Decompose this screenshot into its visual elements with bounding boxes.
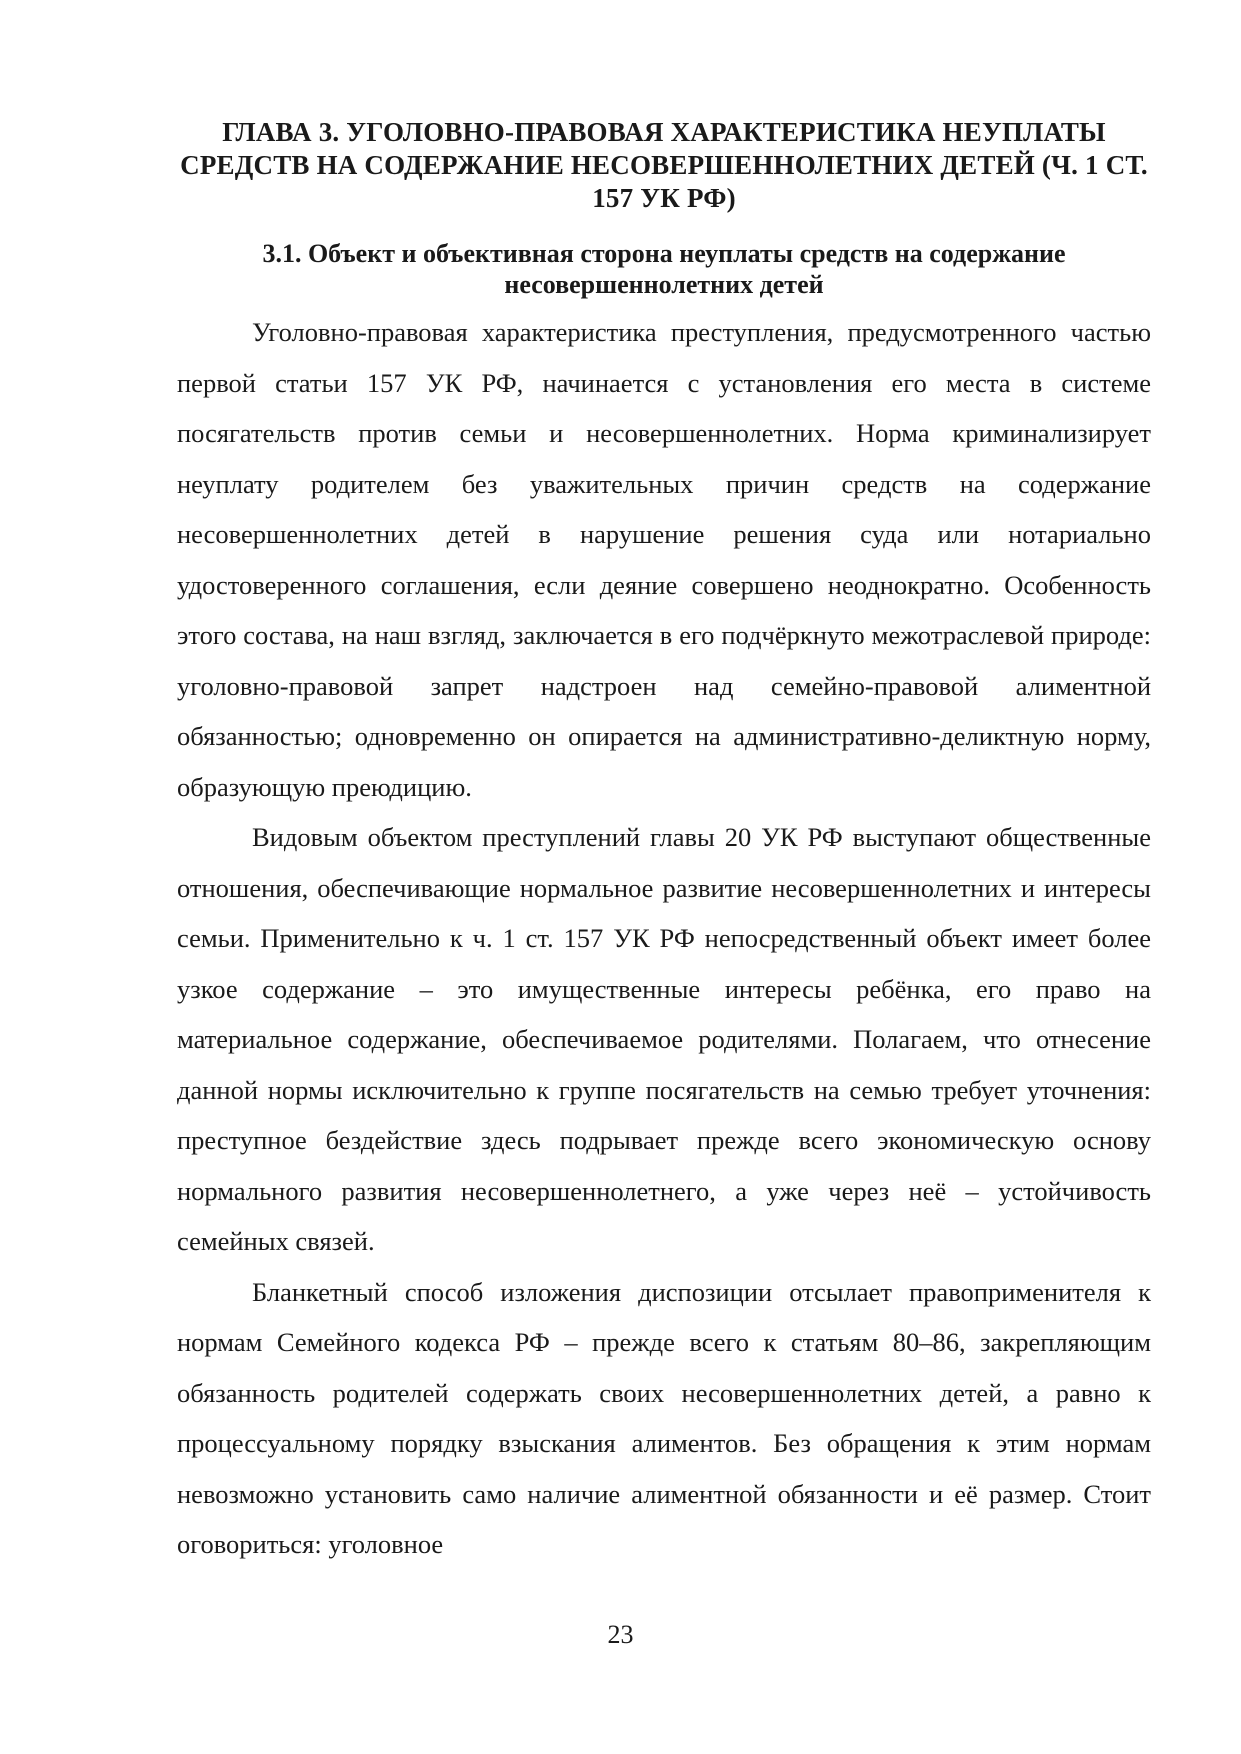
paragraph-1: Уголовно-правовая характеристика преступления, предусмотренного частью первой статьи 157 УК РФ, начинается с установления его места в системе посягательств против семьи и несовершеннолетних. Норма криминализирует неуплату родителем без уважительных причин средств на содержание несовершеннолетних детей в нарушение решения суда или нотариально удостоверенного соглашения, если деяние совершено неоднократно. Особенность этого состава, на наш взгляд, заключается в его подчёркнуто межотраслевой природе: уголовно-правовой запрет надстроен над семейно-правовой алиментной обязанностью; одновременно он опирается на административно-деликтную норму, образующую преюдицию. [177, 317, 1151, 802]
paragraph-3: Бланкетный способ изложения диспозиции отсылает правоприменителя к нормам Семейного кодекса РФ – прежде всего к статьям 80–86, закрепляющим обязанность родителей содержать своих несовершеннолетних детей, а равно к процессуальному порядку взыскания алиментов. Без обращения к этим нормам невозможно установить само наличие алиментной обязанности и её размер. Стоит оговориться: уголовное [177, 1276, 1151, 1559]
chapter-title: ГЛАВА 3. УГОЛОВНО-ПРАВОВАЯ ХАРАКТЕРИСТИКА НЕУПЛАТЫ СРЕДСТВ НА СОДЕРЖАНИЕ НЕСОВЕРШЕННОЛЕТНИХ ДЕТЕЙ (Ч. 1 СТ. 157 УК РФ) [180, 117, 1148, 213]
body-text [177, 307, 1151, 1570]
document-page [177, 116, 1151, 1570]
page-number: 23 [607, 1620, 634, 1649]
section-title: 3.1. Объект и объективная сторона неуплаты средств на содержание несовершеннолетних детей [262, 239, 1066, 299]
paragraph-2: Видовым объектом преступлений главы 20 УК РФ выступают общественные отношения, обеспечивающие нормальное развитие несовершеннолетних и интересы семьи. Применительно к ч. 1 ст. 157 УК РФ непосредственный объект имеет более узкое содержание – это имущественные интересы ребёнка, его право на материальное содержание, обеспечиваемое родителями. Полагаем, что отнесение данной нормы исключительно к группе посягательств на семью требует уточнения: преступное бездействие здесь подрывает прежде всего экономическую основу нормального развития несовершеннолетнего, а уже через неё – устойчивость семейных связей. [177, 822, 1151, 1256]
